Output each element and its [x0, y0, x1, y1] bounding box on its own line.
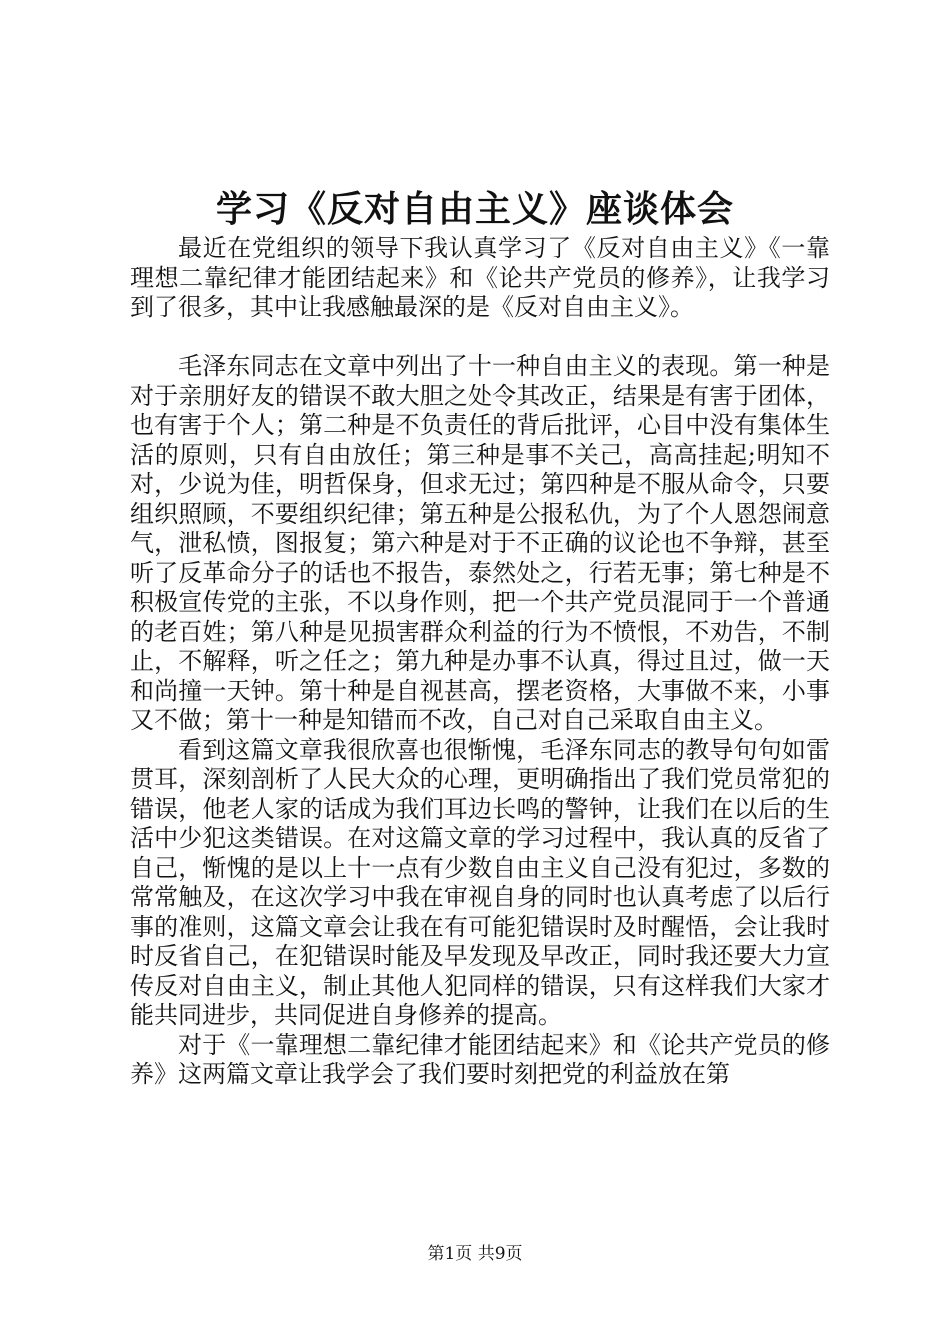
- page-number-footer: 第1页 共9页: [427, 1244, 523, 1264]
- document-title: 学习《反对自由主义》座谈体会: [215, 188, 734, 230]
- document-body: [130, 234, 830, 1090]
- paragraph-other-articles: 对于《一靠理想二靠纪律才能团结起来》和《论共产党员的修养》这两篇文章让我学会了我们要时刻把党的利益放在第: [130, 1030, 830, 1088]
- paragraph-reflection: 看到这篇文章我很欣喜也很惭愧，毛泽东同志的教导句句如雷贯耳，深刻剖析了人民大众的心理，更明确指出了我们党员常犯的错误，他老人家的话成为我们耳边长鸣的警钟，让我们在以后的生活中少犯这类错误。在对这篇文章的学习过程中，我认真的反省了自己，惭愧的是以上十一点有少数自由主义自己没有犯过，多数的常常触及，在这次学习中我在审视自身的同时也认真考虑了以后行事的准则，这篇文章会让我在有可能犯错误时及时醒悟，会让我时时反省自己，在犯错误时能及早发现及早改正，同时我还要大力宣传反对自由主义，制止其他人犯同样的错误，只有这样我们大家才能共同进步，共同促进自身修养的提高。: [130, 735, 830, 1029]
- paragraph-intro: 最近在党组织的领导下我认真学习了《反对自由主义》《一靠理想二靠纪律才能团结起来》和《论共产党员的修养》，让我学习到了很多，其中让我感触最深的是《反对自由主义》。: [130, 234, 830, 321]
- paragraph-eleven-forms: 毛泽东同志在文章中列出了十一种自由主义的表现。第一种是对于亲朋好友的错误不敢大胆之处令其改正，结果是有害于团体，也有害于个人；第二种是不负责任的背后批评，心目中没有集体生活的原则，只有自由放任；第三种是事不关己，高高挂起;明知不对，少说为佳，明哲保身，但求无过；第四种是不服从命令，只要组织照顾，不要组织纪律；第五种是公报私仇，为了个人恩怨闹意气，泄私愤，图报复；第六种是对于不正确的议论也不争辩，甚至听了反革命分子的话也不报告，泰然处之，行若无事；第七种是不积极宣传党的主张，不以身作则，把一个共产党员混同于一个普通的老百姓；第八种是见损害群众利益的行为不愤恨，不劝告，不制止，不解释，听之任之；第九种是办事不认真，得过且过，做一天和尚撞一天钟。第十种是自视甚高，摆老资格，大事做不来，小事又不做；第十一种是知错而不改，自己对自己采取自由主义。: [130, 352, 830, 734]
